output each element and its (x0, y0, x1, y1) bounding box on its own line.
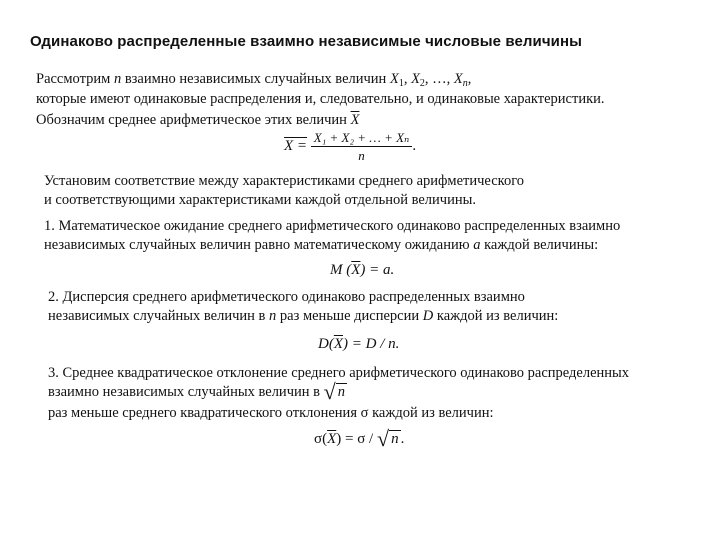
mean-denominator: n (358, 148, 365, 163)
mean-def-line: Обозначим среднее арифметическое этих величин $\overline{X}$ (36, 112, 360, 128)
var-xn: X (453, 71, 463, 87)
var-sigma: σ (360, 405, 369, 421)
item1-formula: M $(\overline{X}) = a$. (330, 262, 395, 278)
item2-formula: $D(\overline{X}) = D / n$. (318, 336, 400, 352)
item3-line-2: взаимно независимых случайных величин в √ n (48, 379, 345, 404)
var-a: a (473, 237, 481, 253)
item3-formula: $\sigma(\overline{X}) = \sigma$ / √ n . (314, 426, 405, 451)
item2-line-1: 2. Дисперсия среднего арифметического одинаково распределенных взаимно (48, 289, 525, 305)
var-d: D (422, 308, 434, 324)
item1-line-1: 1. Математическое ожидание среднего арифметического одинаково распределенных взаимно (44, 218, 621, 234)
item2-line-2: независимых случайных величин в n раз меньше дисперсии D каждой из величин: (48, 308, 559, 324)
intro-text: взаимно независимых случайных величин (124, 71, 387, 87)
item3-line-1: 3. Среднее квадратическое отклонение среднего арифметического одинаково распределенных (48, 365, 630, 381)
mean-formula: X = $\frac{\text{X₁ + X₂ + … + Xₙ}}{n}$ . (284, 130, 417, 163)
var-n: n (113, 71, 122, 87)
var-x1: X (389, 71, 399, 87)
correspondence-line-1: Установим соответствие между характеристиками среднего арифметического (44, 173, 525, 189)
item3-line-3: раз меньше среднего квадратического отклонения σ каждой из величин: (48, 405, 494, 421)
mean-symbol: $\overline{X}$ (350, 112, 360, 128)
item1-line-2: независимых случайных величин равно математическому ожиданию a каждой величины: (44, 237, 599, 253)
intro-text: Рассмотрим (36, 71, 111, 87)
intro-line-2: которые имеют одинаковые распределения и, следовательно, и одинаковые характеристики. (36, 91, 605, 107)
var-x2: X (411, 71, 420, 87)
correspondence-line-2: и соответствующими характеристиками каждой отдельной величины. (44, 192, 476, 208)
slide-title: Одинаково распределенные взаимно независимые числовые величины (30, 33, 583, 50)
mean-numerator: X₁ + X₂ + … + Xₙ (311, 129, 413, 147)
intro-line-1: Рассмотрим n взаимно независимых случайных величин $X_1$, $X_2$, …, $X_n$, (36, 71, 472, 89)
sqrt-n: √ n (323, 379, 345, 404)
sqrt-n-formula: √ n (376, 426, 399, 451)
